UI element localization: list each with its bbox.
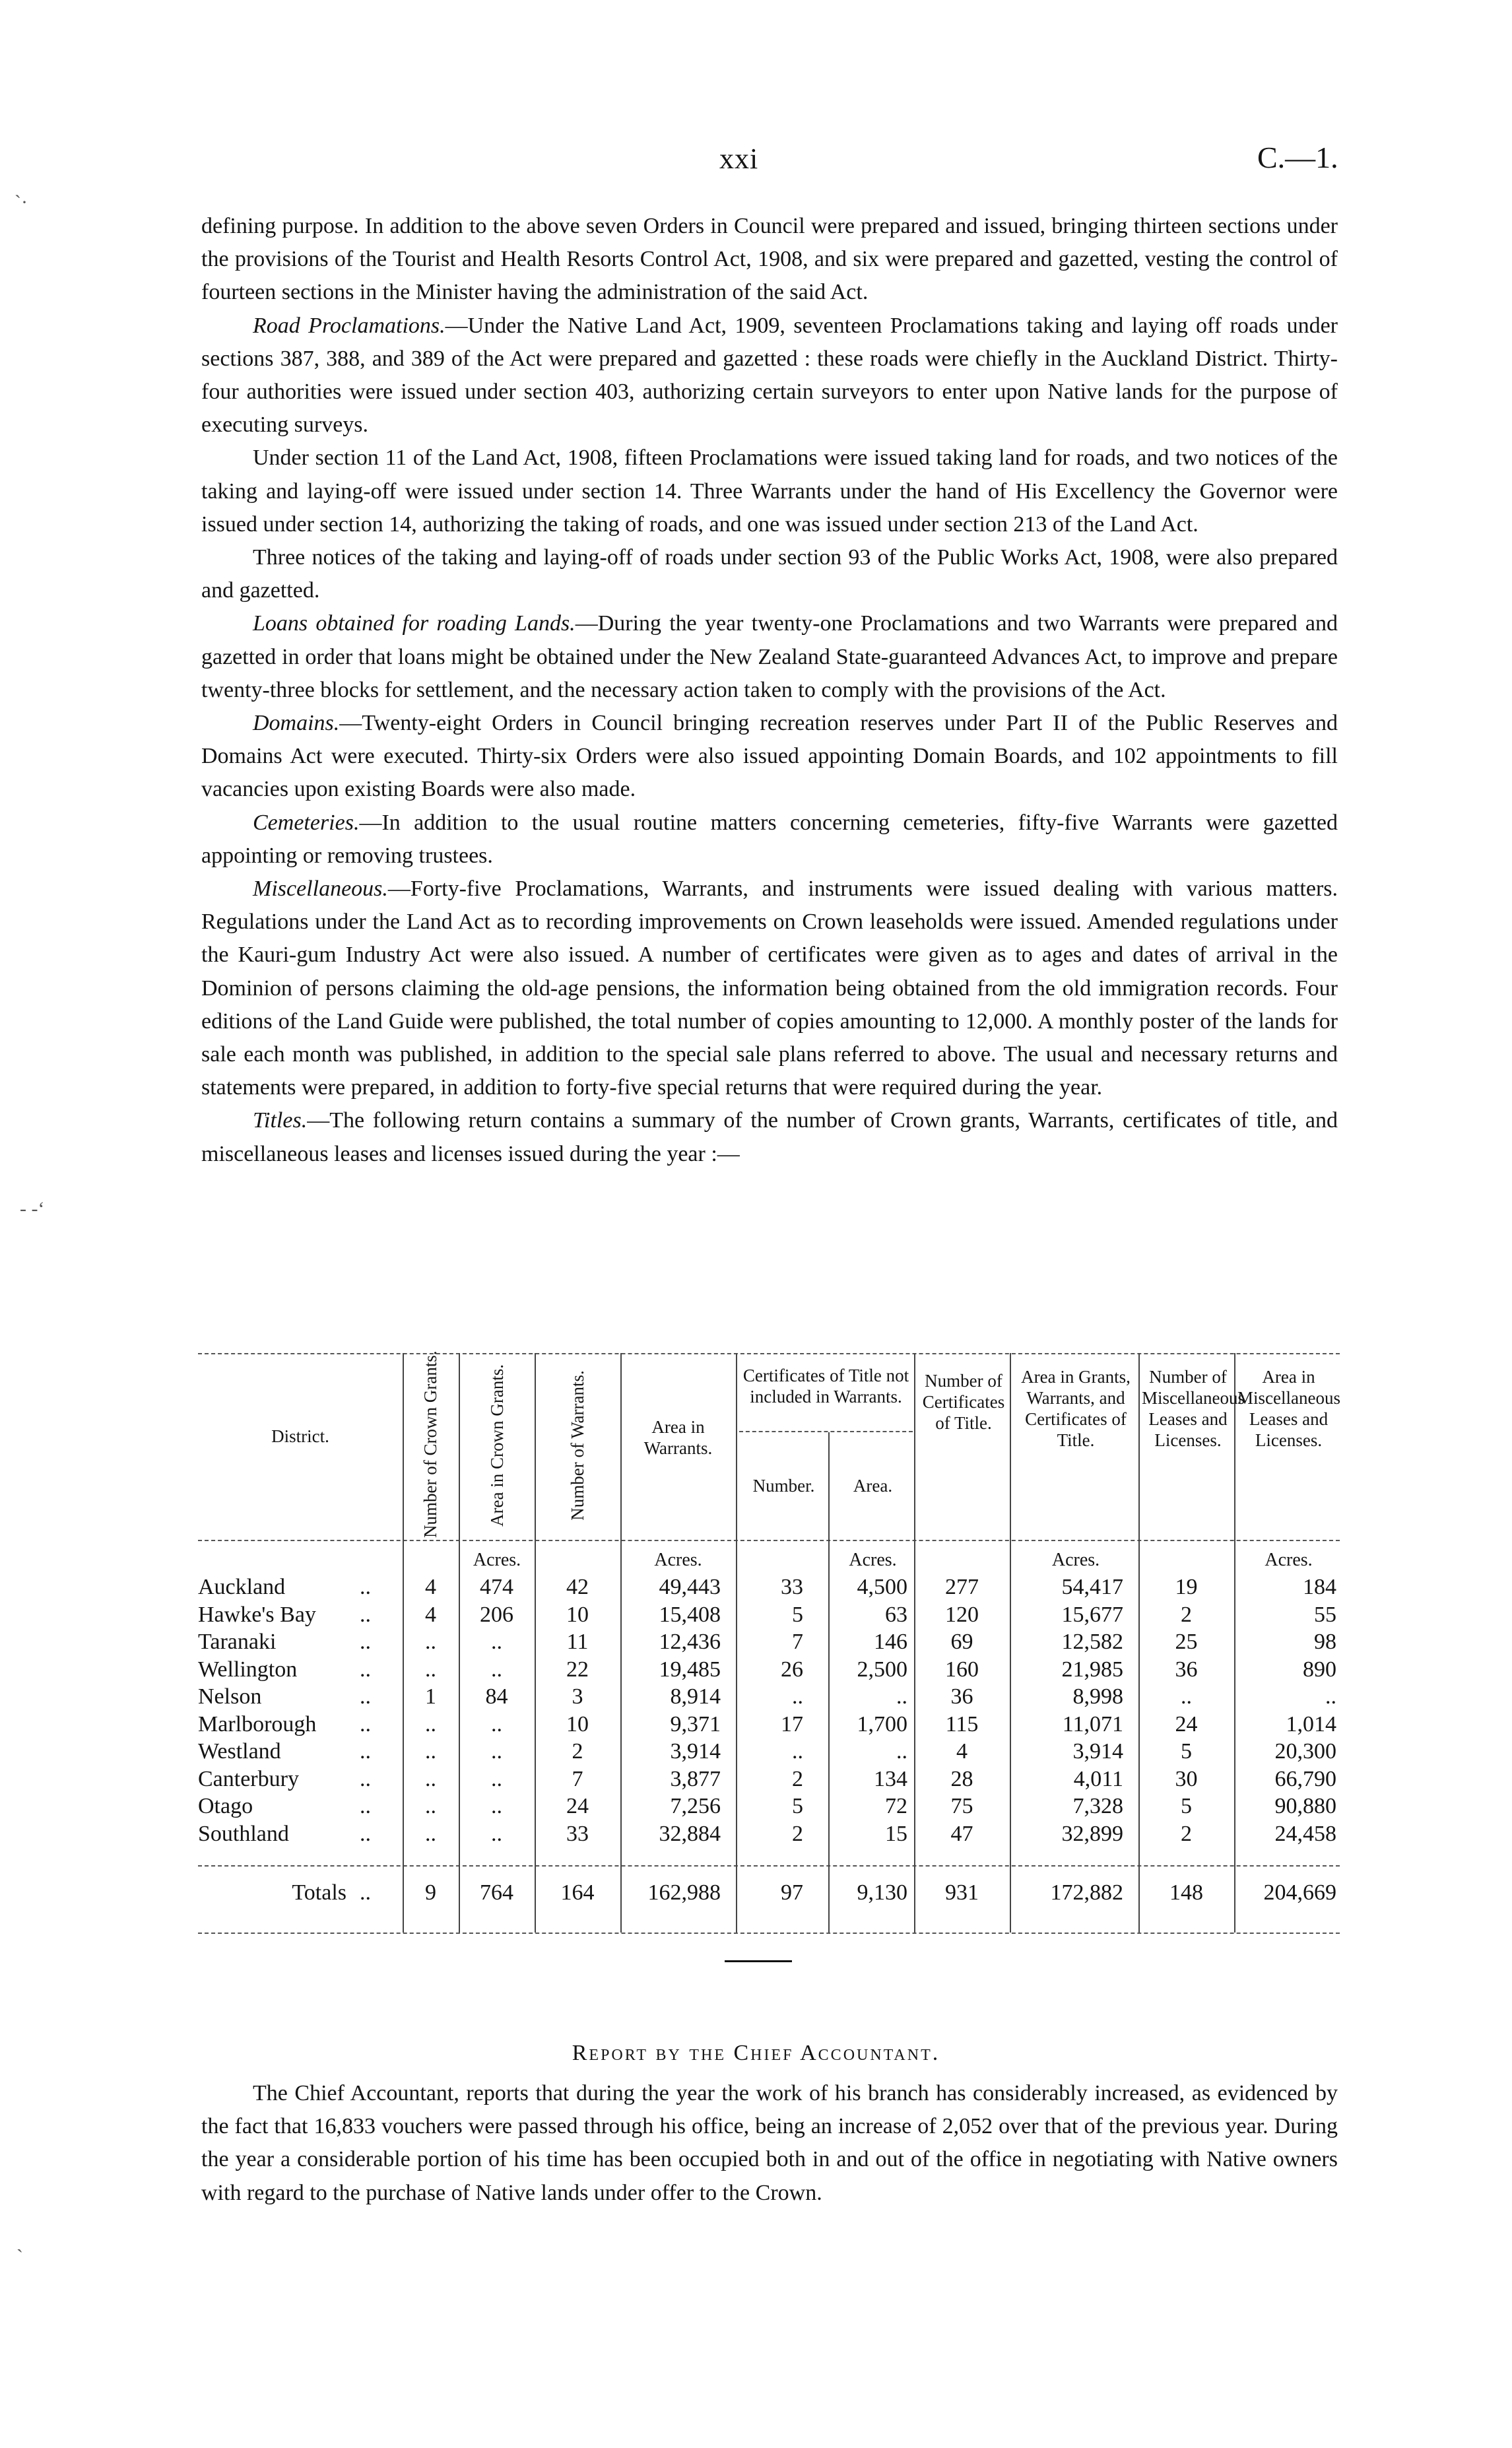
paragraph: Titles.—The following return contains a summary of the number of Crown grants, Warrants, certificates of title, and miscellaneous leases and licenses issued during the year :— xyxy=(201,1108,1338,1166)
page-number: xxi xyxy=(719,143,759,175)
cell-warrants: 42 xyxy=(566,1575,589,1599)
cell-misc-leases: 5 xyxy=(1181,1794,1192,1818)
cell-crown-grants: 4 xyxy=(425,1602,436,1627)
cell-misc-leases: .. xyxy=(1181,1684,1192,1709)
cell-misc-leases: 25 xyxy=(1175,1630,1198,1654)
paragraph-heading: Domains. xyxy=(253,711,340,736)
cell-area-warrants: 15,408 xyxy=(659,1602,721,1627)
cell-crown-grants: .. xyxy=(425,1711,436,1737)
cell-warrants: 22 xyxy=(566,1657,589,1682)
cell-area-warrants: 3,914 xyxy=(670,1739,721,1764)
paragraph: The Chief Accountant, reports that during the year the work of his branch has considerably increased, as evidenced by the fact that 16,833 vouchers were passed through his office, being an increase of 2,052 over that of the previous year. During the year a considerable portion of his time has been occupied both in and out of the office in negotiating with Native owners with regard to the purchase of Native lands under offer to the Crown. xyxy=(201,2081,1338,2205)
paragraph: Under section 11 of the Land Act, 1908, fifteen Proclamations were issued taking land for roads, and two notices of the taking and laying-off were issued under section 14. Three Warrants under the hand of His Excellency the Governor were issued under section 14, authorizing the taking of roads, and one was issued under section 213 of the Land Act. xyxy=(201,446,1338,537)
cell-crown-grants: 1 xyxy=(425,1684,436,1709)
cell-area-crown: .. xyxy=(491,1821,502,1846)
cell-certificates: 160 xyxy=(945,1657,979,1682)
cell-cert-area: 2,500 xyxy=(857,1657,907,1682)
cell-cert-number: 2 xyxy=(792,1766,803,1791)
leader-dots: .. xyxy=(360,1684,371,1709)
cell-misc-leases: 148 xyxy=(1169,1880,1203,1905)
cell-area-warrants: 8,914 xyxy=(670,1684,721,1709)
main-text xyxy=(201,210,1338,1171)
cell-area-warrants: 12,436 xyxy=(659,1630,721,1654)
cell-cert-area: .. xyxy=(896,1739,907,1764)
cell-area-warrants: 162,988 xyxy=(647,1880,721,1905)
cell-area-crown: .. xyxy=(491,1739,502,1764)
cell-district: Southland xyxy=(198,1821,289,1846)
cell-district: Taranaki xyxy=(198,1630,277,1654)
cell-area-grants: 15,677 xyxy=(1061,1602,1123,1627)
cell-area-crown: 764 xyxy=(480,1880,513,1905)
cell-cert-number: 17 xyxy=(781,1711,803,1737)
cell-certificates: 28 xyxy=(950,1766,973,1791)
report-heading: Report by the Chief Accountant. xyxy=(572,2041,940,2065)
paragraph-heading: Loans obtained for roading Lands. xyxy=(253,611,575,636)
cell-area-grants: 7,328 xyxy=(1072,1794,1123,1818)
paragraph: Road Proclamations.—Under the Native Land Act, 1909, seventeen Proclamations taking and laying off roads under sections 387, 388, and 389 of the Act were prepared and gazetted : these roads were chiefly in the Auckland District. Thirty-four authorities were issued under section 403, authorizing certain surveyors to enter upon Native lands for the purpose of executing surveys. xyxy=(201,313,1338,438)
leader-dots: .. xyxy=(360,1657,371,1682)
cell-area-warrants: 19,485 xyxy=(659,1657,721,1682)
leader-dots: .. xyxy=(360,1739,371,1764)
cell-warrants: 24 xyxy=(566,1794,589,1818)
cell-district: Auckland xyxy=(198,1575,286,1599)
cell-area-misc: .. xyxy=(1325,1684,1336,1709)
section-divider xyxy=(725,1960,792,1962)
leader-dots: .. xyxy=(360,1575,371,1599)
unit-label: Acres. xyxy=(1051,1550,1100,1570)
cell-area-crown: .. xyxy=(491,1711,502,1737)
cell-area-misc: 55 xyxy=(1314,1602,1336,1627)
leader-dots: .. xyxy=(360,1880,371,1905)
cell-area-misc: 890 xyxy=(1303,1657,1336,1682)
header-rule xyxy=(198,1540,1340,1541)
cell-area-crown: 84 xyxy=(485,1684,508,1709)
cell-crown-grants: .. xyxy=(425,1821,436,1846)
cell-warrants: 10 xyxy=(566,1711,589,1737)
totals-rule xyxy=(198,1865,1340,1867)
cell-crown-grants: .. xyxy=(425,1739,436,1764)
header-cert-number: Number. xyxy=(752,1476,815,1496)
unit-label: Acres. xyxy=(849,1550,897,1570)
paragraph: Three notices of the taking and laying-off of roads under section 93 of the Public Works Act, 1908, were also prepared and gazetted. xyxy=(201,545,1338,603)
leader-dots: .. xyxy=(360,1821,371,1846)
cell-certificates: 47 xyxy=(950,1821,973,1846)
leader-dots: .. xyxy=(360,1630,371,1654)
cell-certificates: 69 xyxy=(950,1630,973,1654)
unit-label: Acres. xyxy=(473,1550,521,1570)
paragraph: Loans obtained for roading Lands.—During the year twenty-one Proclamations and two Warrants were prepared and gazetted in order that loans might be obtained under the New Zealand State-guaranteed Advances Act, to improve and prepare twenty-three blocks for settlement, and the necessary action taken to comply with the provisions of the Act. xyxy=(201,611,1338,702)
cell-area-crown: 474 xyxy=(480,1575,513,1599)
cell-cert-area: 63 xyxy=(885,1602,907,1627)
cell-district: Nelson xyxy=(198,1684,262,1709)
leader-dots: .. xyxy=(360,1766,371,1791)
cell-area-crown: .. xyxy=(491,1630,502,1654)
cell-cert-area: 134 xyxy=(874,1766,907,1791)
scan-mark: `· xyxy=(15,191,28,213)
scan-mark: ˏ xyxy=(16,2231,23,2253)
paragraph-heading: Miscellaneous. xyxy=(253,877,388,902)
paragraph-heading: Cemeteries. xyxy=(253,810,360,835)
report-text xyxy=(201,2077,1338,2210)
header-area-warrants: Area in Warrants. xyxy=(643,1417,713,1458)
cell-certificates: 4 xyxy=(956,1739,968,1764)
cell-certificates: 277 xyxy=(945,1575,979,1599)
cell-cert-area: 72 xyxy=(885,1794,907,1818)
cell-area-grants: 4,011 xyxy=(1073,1766,1123,1791)
cell-area-grants: 54,417 xyxy=(1061,1575,1123,1599)
table-top-rule xyxy=(198,1353,1340,1354)
cell-area-misc: 98 xyxy=(1314,1630,1336,1654)
scan-mark: - ‐‘ xyxy=(20,1198,45,1220)
cell-misc-leases: 24 xyxy=(1175,1711,1198,1737)
paragraph: defining purpose. In addition to the above seven Orders in Council were prepared and issued, bringing thirteen sections under the provisions of the Tourist and Health Resorts Control Act, 1908, and six were prepared and gazetted, vesting the control of fourteen sections in the Minister having the administration of the said Act. xyxy=(201,214,1338,305)
cell-certificates: 115 xyxy=(945,1711,979,1737)
cell-warrants: 33 xyxy=(566,1821,589,1846)
header-area-misc: Area in Miscellaneous Leases and Licenses. xyxy=(1237,1367,1340,1450)
cell-crown-grants: .. xyxy=(425,1794,436,1818)
paragraph: Domains.—Twenty-eight Orders in Council bringing recreation reserves under Part II of the Public Reserves and Domains Act were executed. Thirty-six Orders were also issued appointing Domain Boards, and 102 appointments to fill vacancies upon existing Boards were also made. xyxy=(201,711,1338,802)
totals-label: Totals xyxy=(292,1880,346,1905)
cell-cert-area: 15 xyxy=(885,1821,907,1846)
cell-certificates: 36 xyxy=(950,1684,973,1709)
cell-district: Hawke's Bay xyxy=(198,1602,316,1627)
cell-area-crown: .. xyxy=(491,1794,502,1818)
header-misc-leases: Number of Miscellaneous Leases and Licenses. xyxy=(1142,1367,1245,1450)
cell-area-grants: 12,582 xyxy=(1061,1630,1123,1654)
leader-dots: .. xyxy=(360,1602,371,1627)
cell-crown-grants: 4 xyxy=(425,1575,436,1599)
cell-area-warrants: 9,371 xyxy=(670,1711,721,1737)
cell-cert-area: .. xyxy=(896,1684,907,1709)
paragraph: Cemeteries.—In addition to the usual routine matters concerning cemeteries, fifty-five Warrants were gazetted appointing or removing trustees. xyxy=(201,810,1338,868)
leader-dots: .. xyxy=(360,1711,371,1737)
cell-district: Westland xyxy=(198,1739,281,1764)
cell-district: Canterbury xyxy=(198,1766,299,1791)
header-area-crown-grants: Area in Crown Grants. xyxy=(487,1364,507,1527)
paragraph-heading: Road Proclamations. xyxy=(253,313,445,338)
unit-label: Acres. xyxy=(654,1550,702,1570)
cell-area-misc: 204,669 xyxy=(1263,1880,1336,1905)
titles-return-table xyxy=(198,1350,1340,1934)
unit-label: Acres. xyxy=(1265,1550,1313,1570)
cell-cert-number: 26 xyxy=(781,1657,803,1682)
cell-misc-leases: 5 xyxy=(1181,1739,1192,1764)
header-warrants: Number of Warrants. xyxy=(568,1370,587,1521)
cell-area-warrants: 7,256 xyxy=(670,1794,721,1818)
certificates-group-rule xyxy=(739,1431,913,1432)
cell-cert-number: .. xyxy=(792,1739,803,1764)
cell-crown-grants: .. xyxy=(425,1766,436,1791)
cell-cert-number: 5 xyxy=(792,1602,803,1627)
cell-cert-number: 97 xyxy=(781,1880,803,1905)
header-cert-area: Area. xyxy=(853,1476,893,1496)
cell-misc-leases: 19 xyxy=(1175,1575,1198,1599)
cell-cert-number: 5 xyxy=(792,1794,803,1818)
cell-area-crown: 206 xyxy=(480,1602,513,1627)
cell-area-grants: 21,985 xyxy=(1061,1657,1123,1682)
cell-district: Otago xyxy=(198,1794,253,1818)
cell-area-warrants: 32,884 xyxy=(659,1821,721,1846)
cell-cert-number: 7 xyxy=(792,1630,803,1654)
cell-certificates: 120 xyxy=(945,1602,979,1627)
cell-cert-number: 33 xyxy=(781,1575,803,1599)
cell-area-crown: .. xyxy=(491,1657,502,1682)
cell-warrants: 164 xyxy=(560,1880,595,1905)
cell-warrants: 11 xyxy=(566,1630,589,1654)
cell-area-misc: 184 xyxy=(1303,1575,1336,1599)
cell-misc-leases: 36 xyxy=(1175,1657,1198,1682)
cell-area-grants: 32,899 xyxy=(1061,1821,1123,1846)
cell-area-misc: 1,014 xyxy=(1286,1711,1336,1737)
cell-crown-grants: .. xyxy=(425,1657,436,1682)
cell-warrants: 3 xyxy=(572,1684,583,1709)
cell-misc-leases: 2 xyxy=(1181,1602,1192,1627)
cell-misc-leases: 30 xyxy=(1175,1766,1198,1791)
cell-cert-area: 9,130 xyxy=(857,1880,907,1905)
cell-area-warrants: 3,877 xyxy=(670,1766,721,1791)
cell-certificates: 75 xyxy=(950,1794,973,1818)
cell-area-grants: 8,998 xyxy=(1072,1684,1123,1709)
cell-cert-area: 4,500 xyxy=(857,1575,907,1599)
cell-misc-leases: 2 xyxy=(1181,1821,1192,1846)
cell-district: Marlborough xyxy=(198,1711,317,1737)
header-crown-grants: Number of Crown Grants. xyxy=(420,1350,440,1538)
cell-cert-number: 2 xyxy=(792,1821,803,1846)
cell-cert-number: .. xyxy=(792,1684,803,1709)
cell-area-misc: 90,880 xyxy=(1274,1794,1336,1818)
document-reference: C.—1. xyxy=(1257,141,1338,174)
table-bottom-rule xyxy=(198,1933,1340,1934)
cell-area-grants: 172,882 xyxy=(1050,1880,1123,1905)
cell-area-misc: 66,790 xyxy=(1274,1766,1336,1791)
leader-dots: .. xyxy=(360,1794,371,1818)
paragraph-heading: Titles. xyxy=(253,1108,308,1133)
header-certificates: Number of Certificates of Title. xyxy=(922,1371,1005,1433)
header-area-grants: Area in Grants, Warrants, and Certificates of Title. xyxy=(1021,1367,1131,1450)
header-certificates-group: Certificates of Title not included in Warrants. xyxy=(742,1366,909,1406)
cell-district: Wellington xyxy=(198,1657,298,1682)
cell-warrants: 10 xyxy=(566,1602,589,1627)
cell-certificates: 931 xyxy=(945,1880,979,1905)
cell-area-misc: 20,300 xyxy=(1274,1739,1336,1764)
paragraph: Miscellaneous.—Forty-five Proclamations, Warrants, and instruments were issued dealing with various matters. Regulations under the Land Act as to recording improvements on Crown leaseholds were issued. Amended regulations under the Kauri-gum Industry Act were also issued. A number of certificates were given as to ages and dates of arrival in the Dominion of persons claiming the old-age pensions, the information being obtained from the old immigration records. Four editions of the Land Guide were published, the total number of copies amounting to 12,000. A monthly poster of the lands for sale each month was published, in addition to the special sale plans referred to above. The usual and necessary returns and statements were prepared, in addition to forty-five special returns that were required during the year. xyxy=(201,877,1338,1100)
cell-crown-grants: 9 xyxy=(425,1880,436,1905)
cell-area-misc: 24,458 xyxy=(1274,1821,1336,1846)
cell-area-warrants: 49,443 xyxy=(659,1575,721,1599)
cell-area-grants: 11,071 xyxy=(1062,1711,1123,1737)
header-district: District. xyxy=(271,1426,329,1446)
cell-area-crown: .. xyxy=(491,1766,502,1791)
cell-crown-grants: .. xyxy=(425,1630,436,1654)
cell-area-grants: 3,914 xyxy=(1072,1739,1123,1764)
cell-cert-area: 1,700 xyxy=(857,1711,907,1737)
cell-warrants: 7 xyxy=(572,1766,583,1791)
cell-warrants: 2 xyxy=(572,1739,583,1764)
cell-cert-area: 146 xyxy=(874,1630,907,1654)
